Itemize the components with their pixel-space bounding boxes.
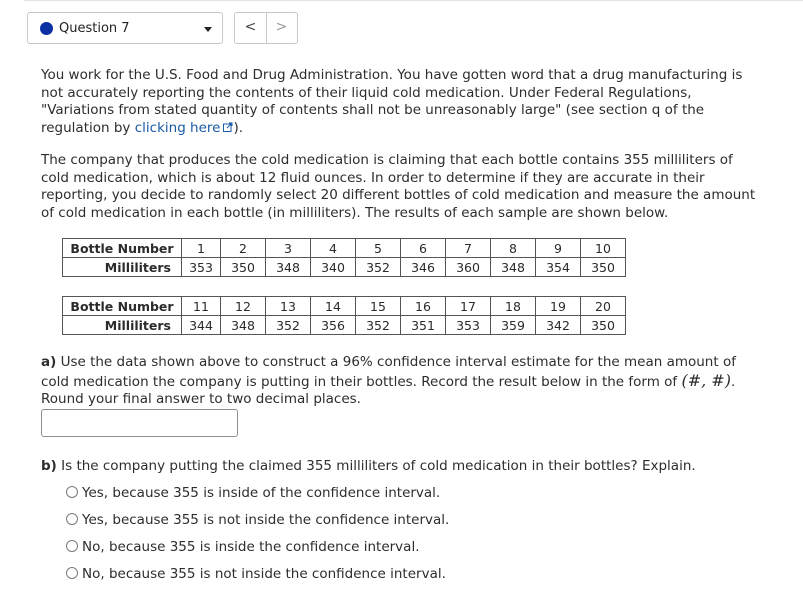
option-label: Yes, because 355 is not inside the confidence interval. bbox=[82, 512, 450, 528]
next-question-button[interactable]: > bbox=[275, 19, 288, 35]
option-label: No, because 355 is inside the confidence interval. bbox=[82, 539, 420, 555]
bottle-number-cell: 3 bbox=[266, 239, 311, 258]
regulation-link-text: clicking here bbox=[134, 119, 221, 136]
milliliters-cell: 350 bbox=[221, 258, 266, 277]
milliliters-cell: 350 bbox=[581, 258, 626, 277]
question-selector[interactable] bbox=[27, 12, 223, 44]
confidence-interval-input[interactable] bbox=[41, 409, 238, 437]
bottle-number-row bbox=[63, 239, 626, 258]
bottle-number-cell: 14 bbox=[311, 297, 356, 316]
bottle-number-cell: 12 bbox=[221, 297, 266, 316]
bottle-number-cell: 20 bbox=[581, 297, 626, 316]
part-b-label: b) bbox=[41, 458, 57, 474]
bottle-number-cell: 4 bbox=[311, 239, 356, 258]
bottle-number-row bbox=[63, 297, 626, 316]
intro-text: You work for the U.S. Food and Drug Administration. You have gotten word that a drug manufacturing is not accurately reporting the contents of their liquid cold medication. Under Federal Regulations, "Variations from stated quantity of contents shall not be unreasonably large" (see section q of the regulation by bbox=[41, 67, 743, 136]
bottle-number-cell: 6 bbox=[401, 239, 446, 258]
option-yes-inside[interactable] bbox=[66, 484, 440, 502]
top-divider bbox=[24, 0, 803, 1]
bottle-number-cell: 8 bbox=[491, 239, 536, 258]
milliliters-header: Milliliters bbox=[63, 258, 182, 277]
milliliters-row bbox=[63, 316, 626, 335]
milliliters-cell: 344 bbox=[182, 316, 221, 335]
bottle-table-2 bbox=[62, 296, 626, 335]
option-label: Yes, because 355 is inside of the confidence interval. bbox=[82, 485, 441, 501]
milliliters-cell: 353 bbox=[446, 316, 491, 335]
bottle-number-cell: 19 bbox=[536, 297, 581, 316]
question-status-dot bbox=[40, 22, 53, 35]
milliliters-cell: 350 bbox=[581, 316, 626, 335]
milliliters-cell: 352 bbox=[356, 258, 401, 277]
radio-button[interactable] bbox=[66, 513, 78, 525]
dropdown-caret-icon bbox=[204, 27, 212, 32]
bottle-number-cell: 10 bbox=[581, 239, 626, 258]
bottle-number-cell: 11 bbox=[182, 297, 221, 316]
question-label: Question 7 bbox=[59, 21, 130, 36]
previous-question-button[interactable]: < bbox=[235, 13, 267, 43]
question-nav bbox=[234, 12, 298, 44]
milliliters-cell: 348 bbox=[491, 258, 536, 277]
bottle-number-cell: 7 bbox=[446, 239, 491, 258]
option-no-not-inside[interactable] bbox=[66, 565, 446, 583]
option-no-inside[interactable] bbox=[66, 538, 420, 556]
milliliters-header: Milliliters bbox=[63, 316, 182, 335]
interval-format: (#, #) bbox=[681, 370, 731, 390]
bottle-number-cell: 17 bbox=[446, 297, 491, 316]
milliliters-cell: 353 bbox=[182, 258, 221, 277]
radio-button[interactable] bbox=[66, 486, 78, 498]
bottle-number-cell: 5 bbox=[356, 239, 401, 258]
part-a-text: Use the data shown above to construct a 96% confidence interval estimate for the mean amount of cold medication the company is putting in their bottles. Record the result below in the form of bbox=[41, 354, 736, 390]
milliliters-cell: 346 bbox=[401, 258, 446, 277]
bottle-number-cell: 9 bbox=[536, 239, 581, 258]
bottle-number-cell: 15 bbox=[356, 297, 401, 316]
intro-paragraph bbox=[41, 67, 761, 137]
bottle-number-header: Bottle Number bbox=[63, 297, 182, 316]
regulation-link[interactable] bbox=[135, 120, 234, 136]
radio-button[interactable] bbox=[66, 567, 78, 579]
milliliters-cell: 348 bbox=[221, 316, 266, 335]
milliliters-cell: 352 bbox=[356, 316, 401, 335]
milliliters-cell: 351 bbox=[401, 316, 446, 335]
milliliters-cell: 354 bbox=[536, 258, 581, 277]
milliliters-cell: 352 bbox=[266, 316, 311, 335]
setup-paragraph: The company that produces the cold medication is claiming that each bottle contains 355 milliliters of cold medication, which is about 12 fluid ounces. In order to determine if they are accurate in their reporting, you decide to randomly select 20 different bottles of cold medication and measure the amount of cold medication in each bottle (in milliliters). The results of each sample are shown below. bbox=[41, 152, 756, 221]
bottle-number-cell: 2 bbox=[221, 239, 266, 258]
radio-button[interactable] bbox=[66, 540, 78, 552]
milliliters-cell: 348 bbox=[266, 258, 311, 277]
milliliters-cell: 340 bbox=[311, 258, 356, 277]
milliliters-cell: 360 bbox=[446, 258, 491, 277]
bottle-number-header: Bottle Number bbox=[63, 239, 182, 258]
milliliters-cell: 342 bbox=[536, 316, 581, 335]
external-link-icon bbox=[223, 122, 233, 132]
part-a-question bbox=[41, 354, 761, 409]
option-yes-not-inside[interactable] bbox=[66, 511, 449, 529]
intro-text-end: ). bbox=[233, 119, 244, 136]
milliliters-row bbox=[63, 258, 626, 277]
part-b-text: Is the company putting the claimed 355 milliliters of cold medication in their bottles? Explain. bbox=[56, 458, 696, 474]
option-label: No, because 355 is not inside the confidence interval. bbox=[82, 566, 446, 582]
bottle-number-cell: 1 bbox=[182, 239, 221, 258]
part-a-label: a) bbox=[41, 354, 57, 370]
part-a-text-end: . Round your final answer to two decimal places. bbox=[41, 373, 736, 407]
bottle-table-1 bbox=[62, 238, 626, 277]
bottle-number-cell: 16 bbox=[401, 297, 446, 316]
milliliters-cell: 359 bbox=[491, 316, 536, 335]
bottle-number-cell: 18 bbox=[491, 297, 536, 316]
milliliters-cell: 356 bbox=[311, 316, 356, 335]
part-b-question bbox=[41, 458, 761, 476]
bottle-number-cell: 13 bbox=[266, 297, 311, 316]
